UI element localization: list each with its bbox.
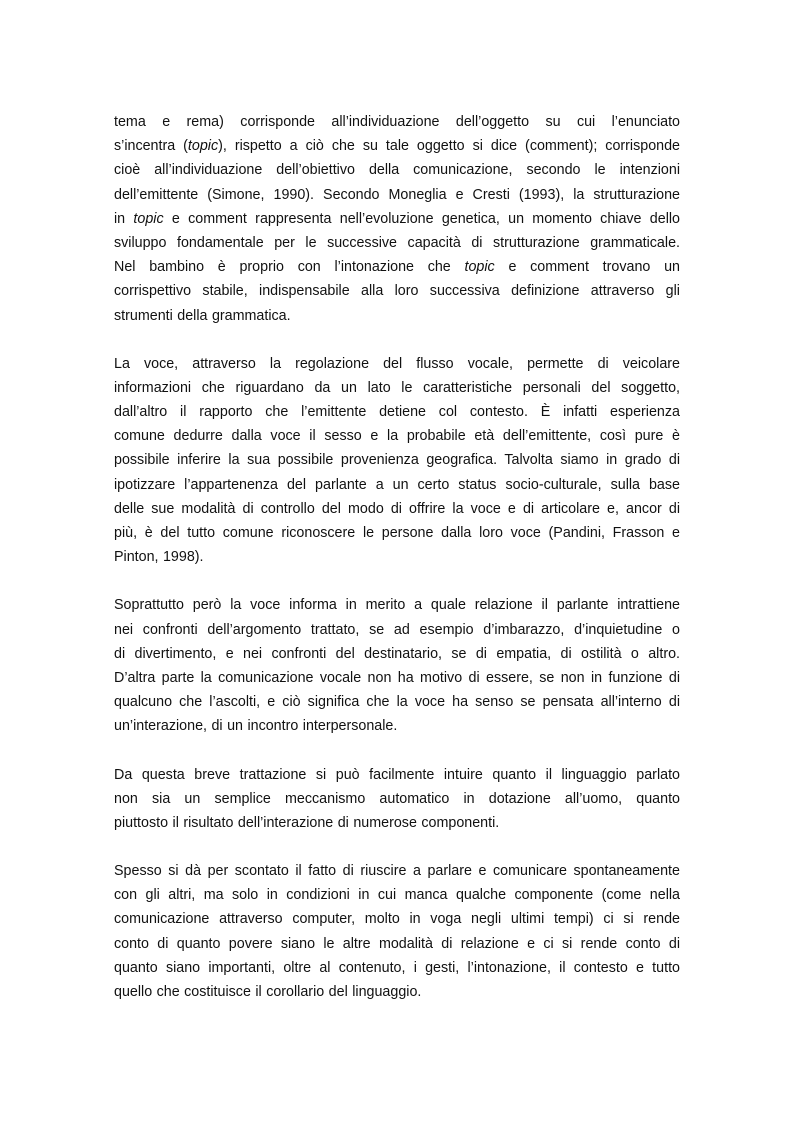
text-line (114, 352, 680, 376)
text-line (114, 763, 680, 787)
text-line (114, 666, 680, 690)
text-segment: qualcuno che l’ascolti, e ciò significa che la voce ha senso se pensata all’interno di (114, 694, 680, 711)
text-line (114, 980, 680, 1004)
text-line (114, 690, 680, 714)
document-page (114, 110, 680, 1028)
text-line (114, 714, 680, 738)
text-segment: quello che costituisce il corollario del linguaggio. (114, 984, 422, 1000)
text-line (114, 642, 680, 666)
text-segment: tema e rema) corrisponde all’individuazione dell’oggetto su cui l’enunciato (114, 114, 680, 130)
text-segment: un’interazione, di un incontro interpersonale. (114, 718, 398, 735)
text-segment: comune dedurre dalla voce il sesso e la probabile età dell’emittente, così pure è (114, 428, 680, 445)
text-segment: corrispettivo stabile, indispensabile alla loro successiva definizione attraverso gli (114, 283, 680, 300)
text-line (114, 158, 680, 182)
text-segment: ), rispetto a ciò che su tale oggetto si dice (comment); corrisponde (218, 138, 681, 155)
text-segment: conto di quanto povere siano le altre modalità di relazione e ci si rende conto di (114, 935, 680, 952)
text-line (114, 448, 680, 472)
text-segment: sviluppo fondamentale per le successive capacità di strutturazione grammaticale. (114, 234, 680, 251)
text-line (114, 956, 680, 980)
text-segment: Da questa breve trattazione si può facilmente intuire quanto il linguaggio parlato (114, 766, 680, 783)
text-line (114, 304, 680, 328)
text-line (114, 183, 680, 207)
text-line (114, 497, 680, 521)
text-segment: comunicazione attraverso computer, molto in voga negli ultimi tempi) ci si rende (114, 911, 680, 928)
text-line (114, 134, 680, 158)
text-segment: strumenti della grammatica. (114, 307, 291, 324)
text-line (114, 424, 680, 448)
paragraph (114, 352, 680, 570)
text-segment: ipotizzare l’appartenenza del parlante a un certo status socio-culturale, sulla base (114, 476, 680, 493)
text-line (114, 593, 680, 617)
text-segment: dell’emittente (Simone, 1990). Secondo Moneglia e Cresti (1993), la strutturazione (114, 186, 680, 203)
text-line (114, 255, 680, 279)
text-line (114, 618, 680, 642)
text-line (114, 473, 680, 497)
text-segment: Pinton, 1998). (114, 549, 204, 566)
paragraph (114, 110, 680, 328)
text-segment: in (114, 210, 134, 227)
italic-term: topic (464, 259, 495, 276)
text-line (114, 787, 680, 811)
text-segment: e comment rappresenta nell’evoluzione genetica, un momento chiave dello (163, 210, 680, 227)
text-line (114, 376, 680, 400)
text-segment: possibile inferire la sua possibile provenienza geografica. Talvolta siamo in grado di (114, 452, 680, 469)
text-line (114, 521, 680, 545)
text-segment: dall’altro il rapporto che l’emittente detiene col contesto. È infatti esperienza (114, 404, 680, 421)
text-segment: La voce, attraverso la regolazione del flusso vocale, permette di veicolare (114, 355, 680, 372)
text-line (114, 883, 680, 907)
text-segment: Nel bambino è proprio con l’intonazione che (114, 259, 465, 276)
text-segment: Spesso si dà per scontato il fatto di riuscire a parlare e comunicare spontaneamente (114, 863, 680, 880)
text-segment: cioè all’individuazione dell’obiettivo della comunicazione, secondo le intenzioni (114, 162, 680, 179)
text-line (114, 811, 680, 835)
text-segment: Soprattutto però la voce informa in merito a quale relazione il parlante intrattiene (114, 597, 680, 614)
text-segment: informazioni che riguardano da un lato le caratteristiche personali del soggetto, (114, 379, 680, 396)
text-segment: non sia un semplice meccanismo automatico in dotazione all’uomo, quanto (114, 790, 680, 807)
text-segment: piuttosto il risultato dell’interazione di numerose componenti. (114, 814, 500, 831)
paragraph (114, 859, 680, 1004)
text-segment: s’incentra ( (114, 138, 188, 155)
text-line (114, 932, 680, 956)
text-segment: D’altra parte la comunicazione vocale non ha motivo di essere, se non in funzione di (114, 669, 680, 686)
text-line (114, 207, 680, 231)
paragraph (114, 763, 680, 836)
text-segment: con gli altri, ma solo in condizioni in cui manca qualche componente (come nella (114, 887, 680, 904)
text-segment: nei confronti dell’argomento trattato, se ad esempio d’imbarazzo, d’inquietudine o (114, 621, 680, 638)
text-line (114, 400, 680, 424)
paragraph (114, 593, 680, 738)
text-segment: delle sue modalità di controllo del modo di offrire la voce e di articolare e, ancor di (114, 500, 680, 517)
text-segment: quanto siano importanti, oltre al contenuto, i gesti, l’intonazione, il contesto e tutto (114, 959, 680, 976)
text-line (114, 231, 680, 255)
italic-term: topic (187, 138, 219, 155)
text-line (114, 545, 680, 569)
text-segment: di divertimento, e nei confronti del destinatario, se di empatia, di ostilità o altro. (114, 645, 680, 662)
text-line (114, 110, 680, 134)
text-line (114, 907, 680, 931)
text-segment: e comment trovano un (494, 259, 680, 276)
italic-term: topic (133, 210, 164, 227)
text-line (114, 279, 680, 303)
text-segment: più, è del tutto comune riconoscere le persone dalla loro voce (Pandini, Frasson e (114, 525, 680, 541)
text-line (114, 859, 680, 883)
